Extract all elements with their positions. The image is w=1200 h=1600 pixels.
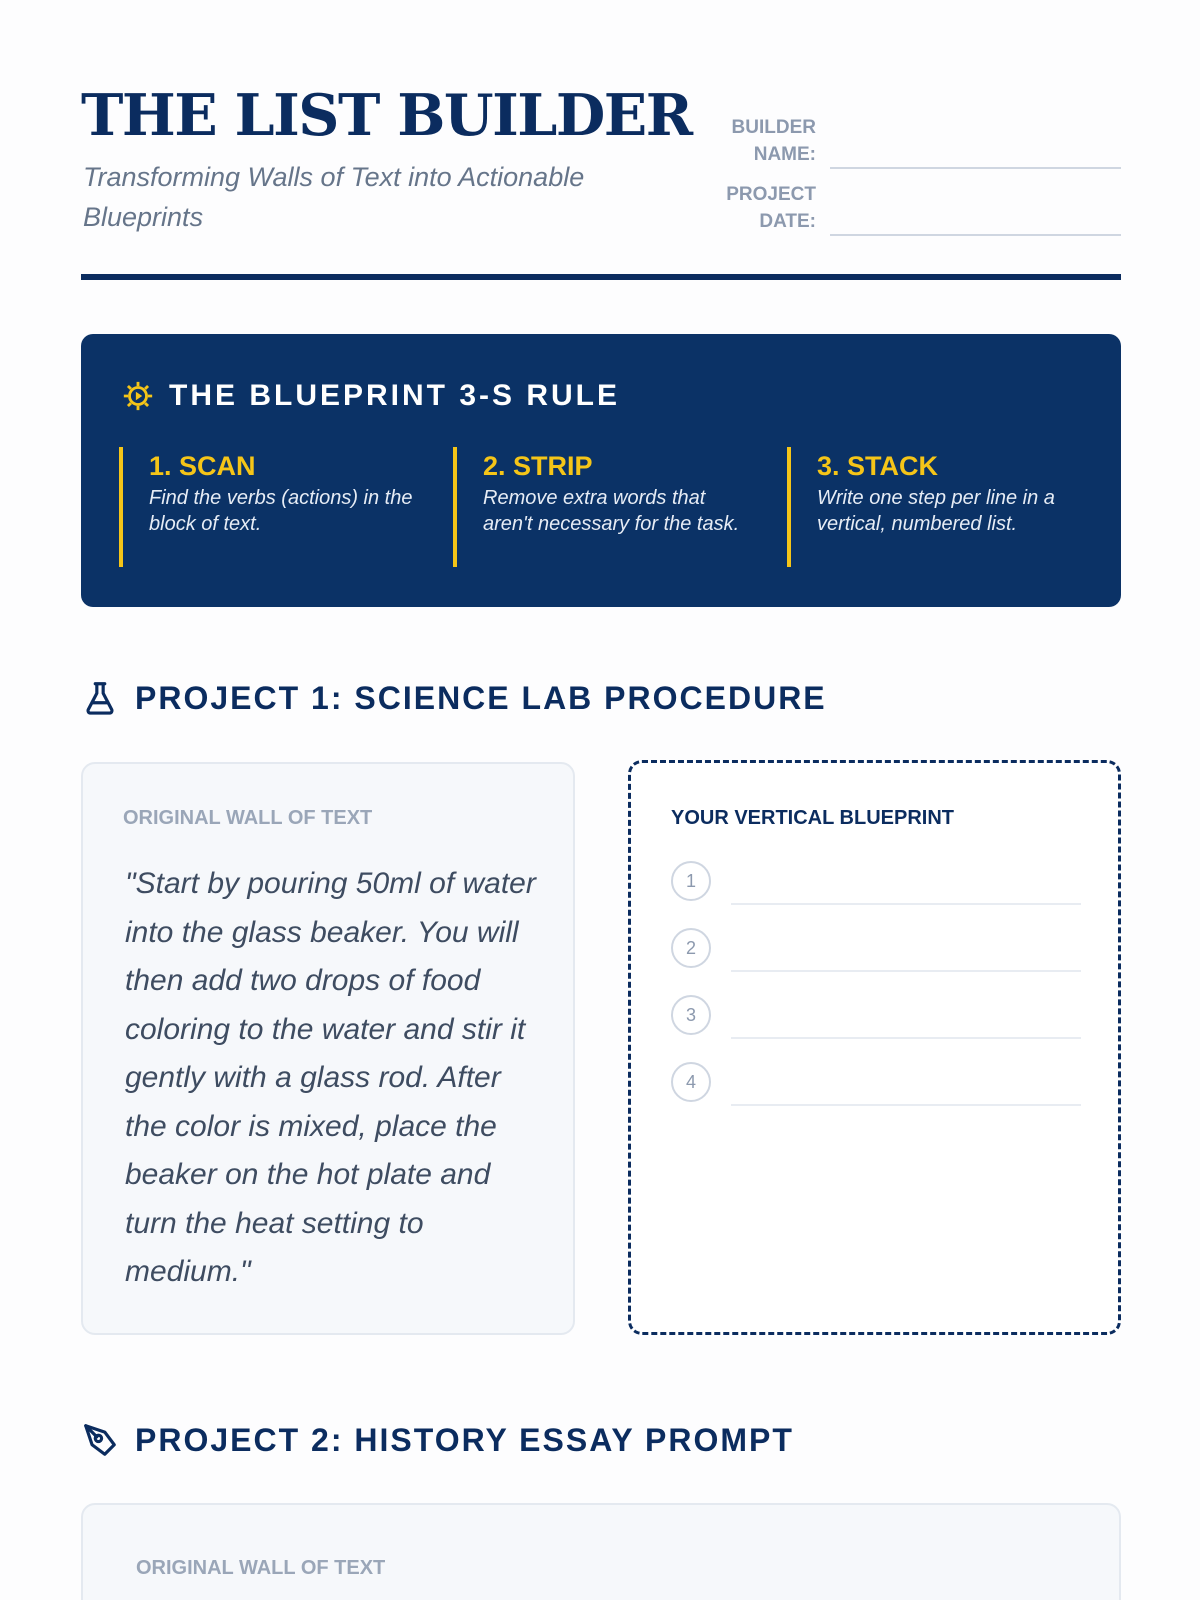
wall-text: "Start by pouring 50ml of water into the glass beaker. You will then add two drops of food coloring to the water and stir it gently with a glass rod. After the color is mixed, place the beaker on the hot plate and turn the heat setting to medium." <box>125 867 536 1288</box>
blueprint-row[interactable] <box>671 995 1081 1039</box>
step-text: Find the verbs (actions) in the block of text. <box>149 487 413 535</box>
header-divider <box>81 274 1121 280</box>
step-title: 3. STACK <box>817 451 939 481</box>
page-subtitle: Transforming Walls of Text into Actionable Blueprints <box>83 162 585 232</box>
project2-heading <box>81 1417 794 1463</box>
page-header <box>81 84 1121 284</box>
rule-step-stack <box>787 447 1087 567</box>
blueprint-label: YOUR VERTICAL BLUEPRINT <box>671 807 954 829</box>
flask-icon <box>81 679 119 717</box>
project-date-field[interactable] <box>726 181 1121 237</box>
rule-box-title: THE BLUEPRINT 3-S RULE <box>169 379 621 412</box>
step-text: Write one step per line in a vertical, numbered list. <box>817 487 1055 535</box>
page-title: THE LIST BUILDER <box>81 82 692 149</box>
project2-wall-card <box>81 1503 1121 1600</box>
builder-name-line[interactable] <box>830 167 1121 169</box>
project1-title: PROJECT 1: SCIENCE LAB PROCEDURE <box>135 679 827 716</box>
blueprint-row[interactable] <box>671 928 1081 972</box>
step-number: 2 <box>671 928 711 968</box>
rule-step-strip <box>453 447 753 567</box>
builder-name-field[interactable] <box>726 114 1121 170</box>
step-title: 1. SCAN <box>149 451 256 481</box>
step-number: 1 <box>671 861 711 901</box>
answer-line[interactable] <box>731 1037 1081 1039</box>
answer-line[interactable] <box>731 903 1081 905</box>
blueprint-row[interactable] <box>671 861 1081 905</box>
builder-name-label: BUILDER NAME: <box>731 117 816 165</box>
project-date-label: PROJECT DATE: <box>726 184 816 232</box>
answer-line[interactable] <box>731 1104 1081 1106</box>
step-text: Remove extra words that aren't necessary for the task. <box>483 487 740 535</box>
wall-label: ORIGINAL WALL OF TEXT <box>123 807 373 829</box>
rule-box-heading <box>121 378 620 414</box>
wall-label: ORIGINAL WALL OF TEXT <box>136 1557 386 1579</box>
project2-title: PROJECT 2: HISTORY ESSAY PROMPT <box>135 1421 794 1458</box>
rule-step-scan <box>119 447 419 567</box>
blueprint-row[interactable] <box>671 1062 1081 1106</box>
step-number: 3 <box>671 995 711 1035</box>
project1-blueprint[interactable] <box>628 760 1121 1335</box>
project1-wall-card <box>81 762 575 1335</box>
gear-icon <box>121 379 155 413</box>
step-title: 2. STRIP <box>483 451 593 481</box>
pen-nib-icon <box>81 1421 119 1459</box>
step-number: 4 <box>671 1062 711 1102</box>
project-date-line[interactable] <box>830 234 1121 236</box>
answer-line[interactable] <box>731 970 1081 972</box>
blueprint-rule-box <box>81 334 1121 607</box>
project1-heading <box>81 675 827 721</box>
